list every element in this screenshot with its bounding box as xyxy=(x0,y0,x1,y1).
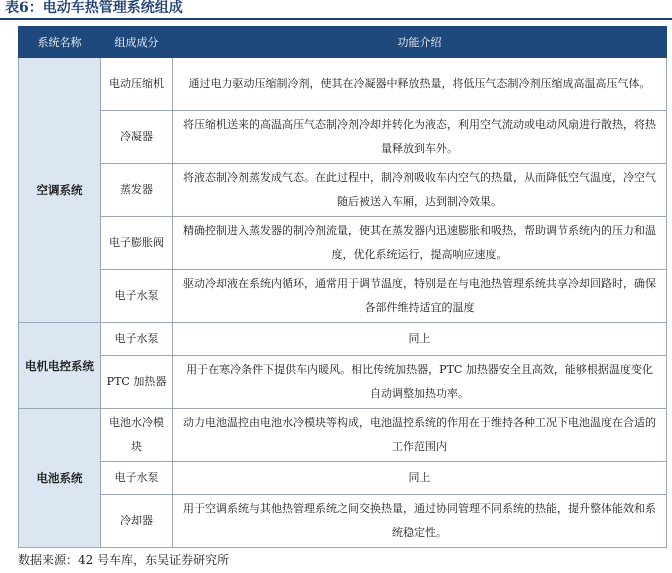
table-row xyxy=(19,322,667,356)
table-row xyxy=(19,216,667,269)
function-cell: 驱动冷却液在系统内循环，通常用于调节温度，特别是在与电池热管理系统共享冷却回路时，确保各部件维持适宜的温度 xyxy=(173,269,667,322)
component-cell: 电子水泵 xyxy=(101,322,173,356)
table-row xyxy=(19,409,667,462)
header-component: 组成成分 xyxy=(101,27,173,58)
function-cell: 通过电力驱动压缩制冷剂，使其在冷凝器中释放热量，将低压气态制冷剂压缩成高温高压气体。 xyxy=(173,58,667,111)
function-cell: 精确控制进入蒸发器的制冷剂流量，使其在蒸发器内迅速膨胀和吸热，帮助调节系统内的压力和温度，优化系统运行，提高响应速度。 xyxy=(173,216,667,269)
component-cell: PTC 加热器 xyxy=(101,356,173,409)
component-cell: 电子水泵 xyxy=(101,269,173,322)
function-cell: 用于空调系统与其他热管理系统之间交换热量，通过协同管理不同系统的热能，提升整体能效和系统稳定性。 xyxy=(173,494,667,547)
table-row xyxy=(19,356,667,409)
function-cell: 动力电池温控由电池水冷模块等构成，电池温控系统的作用在于维持各种工况下电池温度在合适的工作范围内 xyxy=(173,409,667,462)
function-cell: 将压缩机送来的高温高压气态制冷剂冷却并转化为液态，利用空气流动或电动风扇进行散热，将热量释放到车外。 xyxy=(173,110,667,163)
table-row xyxy=(19,58,667,111)
function-cell: 用于在寒冷条件下提供车内暖风。相比传统加热器，PTC 加热器安全且高效，能够根据温度变化自动调整加热功率。 xyxy=(173,356,667,409)
system-cell-battery: 电池系统 xyxy=(19,409,101,548)
function-cell: 将液态制冷剂蒸发成气态。在此过程中，制冷剂吸收车内空气的热量，从而降低空气温度，冷空气随后被送入车厢，达到制冷效果。 xyxy=(173,163,667,216)
component-cell: 电子膨胀阀 xyxy=(101,216,173,269)
component-cell: 冷却器 xyxy=(101,494,173,547)
table-row xyxy=(19,163,667,216)
title-rule xyxy=(0,18,672,20)
function-cell: 同上 xyxy=(173,462,667,495)
system-cell-ac: 空调系统 xyxy=(19,58,101,323)
component-cell: 电池水冷模块 xyxy=(101,409,173,462)
table-row xyxy=(19,462,667,495)
function-cell: 同上 xyxy=(173,322,667,356)
table-row xyxy=(19,269,667,322)
system-cell-motor: 电机电控系统 xyxy=(19,322,101,409)
table-row xyxy=(19,494,667,547)
header-system-name: 系统名称 xyxy=(19,27,101,58)
component-cell: 电动压缩机 xyxy=(101,58,173,111)
component-cell: 冷凝器 xyxy=(101,110,173,163)
thermal-management-table xyxy=(18,26,667,548)
table-title: 表6：电动车热管理系统组成 xyxy=(5,0,183,16)
header-function: 功能介绍 xyxy=(173,27,667,58)
component-cell: 电子水泵 xyxy=(101,462,173,495)
component-cell: 蒸发器 xyxy=(101,163,173,216)
header-row xyxy=(19,27,667,58)
table-row xyxy=(19,110,667,163)
source-note: 数据来源：42 号车库，东吴证券研究所 xyxy=(18,553,230,567)
